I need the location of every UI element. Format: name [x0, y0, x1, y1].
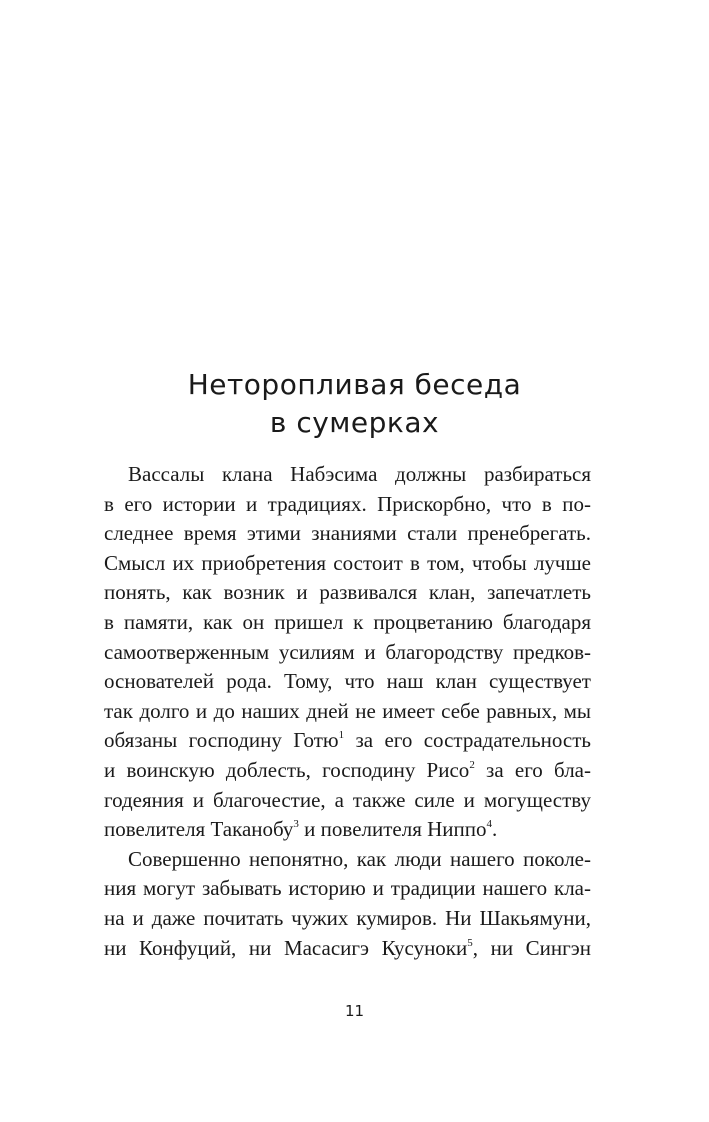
chapter-title-line-2: в сумерках [269, 406, 440, 439]
text-line: в его истории и традициях. Прискорбно, что в по- [104, 491, 591, 516]
text-fragment: и воинскую доблесть, господину Рисо [104, 757, 470, 782]
text-line: следнее время этими знаниями стали пренебрегать. [104, 521, 591, 546]
text-line: в памяти, как он пришел к процветанию благодаря [104, 609, 591, 634]
text-line [104, 726, 591, 756]
text-line: Совершенно непонятно, как люди нашего поколе- [128, 846, 591, 871]
text-line [104, 756, 591, 786]
body-text [104, 460, 591, 963]
chapter-title [0, 366, 709, 442]
footnote-ref-1: 1 [338, 729, 345, 742]
chapter-title-line-1: Неторопливая беседа [187, 368, 522, 401]
text-line: годеяния и благочестие, а также силе и могуществу [104, 787, 591, 812]
footnote-ref-3: 3 [293, 818, 299, 831]
text-fragment: за его бла- [474, 757, 591, 782]
text-line [104, 934, 591, 964]
text-fragment: повелителя Таканобу [104, 817, 294, 842]
text-line: понять, как возник и развивался клан, запечатлеть [104, 580, 591, 605]
text-fragment: и повелителя Ниппо [298, 817, 487, 842]
text-line: ния могут забывать историю и традиции нашего кла- [104, 876, 591, 901]
page-number: 11 [344, 1002, 365, 1020]
text-line: Вассалы клана Набэсима должны разбираться [128, 462, 591, 486]
text-line: так долго и до наших дней не имеет себе равных, мы [104, 698, 591, 723]
text-line: Смысл их приобретения состоит в том, чтобы лучше [104, 550, 591, 575]
text-line [104, 815, 591, 845]
footnote-ref-2: 2 [469, 758, 475, 771]
text-line: на и даже почитать чужих кумиров. Ни Шакьямуни, [104, 905, 591, 930]
text-fragment: , ни Сингэн [472, 935, 592, 960]
text-line: самоотверженным усилиям и благородству предков- [104, 639, 591, 664]
text-fragment: ни Конфуций, ни Масасигэ Кусуноки [104, 935, 468, 960]
text-fragment: . [492, 817, 498, 842]
text-line: основателей рода. Тому, что наш клан существует [104, 669, 591, 694]
text-fragment: обязаны господину Готю [104, 728, 339, 753]
footnote-ref-5: 5 [467, 936, 473, 949]
footnote-ref-4: 4 [486, 818, 492, 831]
text-fragment: за его сострадательность [344, 728, 591, 753]
